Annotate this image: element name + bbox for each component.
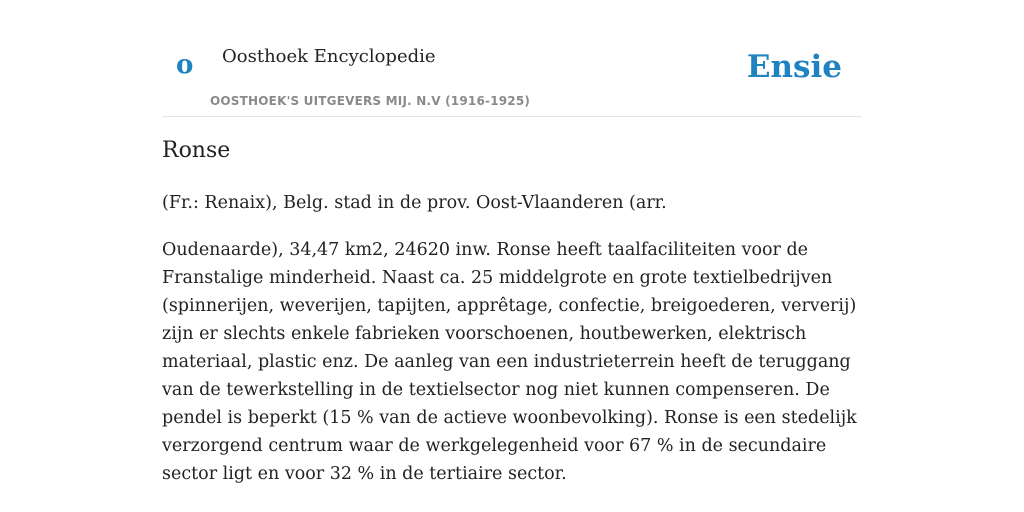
book-logo[interactable]: o	[176, 50, 194, 80]
entry-paragraph: (Fr.: Renaix), Belg. stad in de prov. Oost-Vlaanderen (arr.	[162, 193, 667, 214]
ensie-logo-link[interactable]: Ensie	[746, 49, 842, 85]
site-header	[162, 0, 862, 117]
publisher-label: OOSTHOEK'S UITGEVERS MIJ. N.V (1916-1925)	[210, 94, 531, 108]
book-title-link[interactable]: Oosthoek Encyclopedie	[222, 46, 436, 67]
entry-content	[162, 138, 862, 488]
entry-title: Ronse	[162, 138, 231, 163]
entry-paragraph: Oudenaarde), 34,47 km2, 24620 inw. Ronse heeft taalfaciliteiten voor de Franstalige minderheid. Naast ca. 25 middelgrote en grote textielbedrijven (spinnerijen, weverijen, tapijten, apprêtage, confectie, breigoederen, ververij) zijn er slechts enkele fabrieken voorschoenen, houtbewerken, elektrisch materiaal, plastic enz. De aanleg van een industrieterrein heeft de teruggang van de tewerkstelling in de textielsector nog niet kunnen compenseren. De pendel is beperkt (15 % van de actieve woonbevolking). Ronse is een stedelijk verzorgend centrum waar de werkgelegenheid voor 67 % in de secundaire sector ligt en voor 32 % in de tertiaire sector.	[162, 240, 857, 485]
